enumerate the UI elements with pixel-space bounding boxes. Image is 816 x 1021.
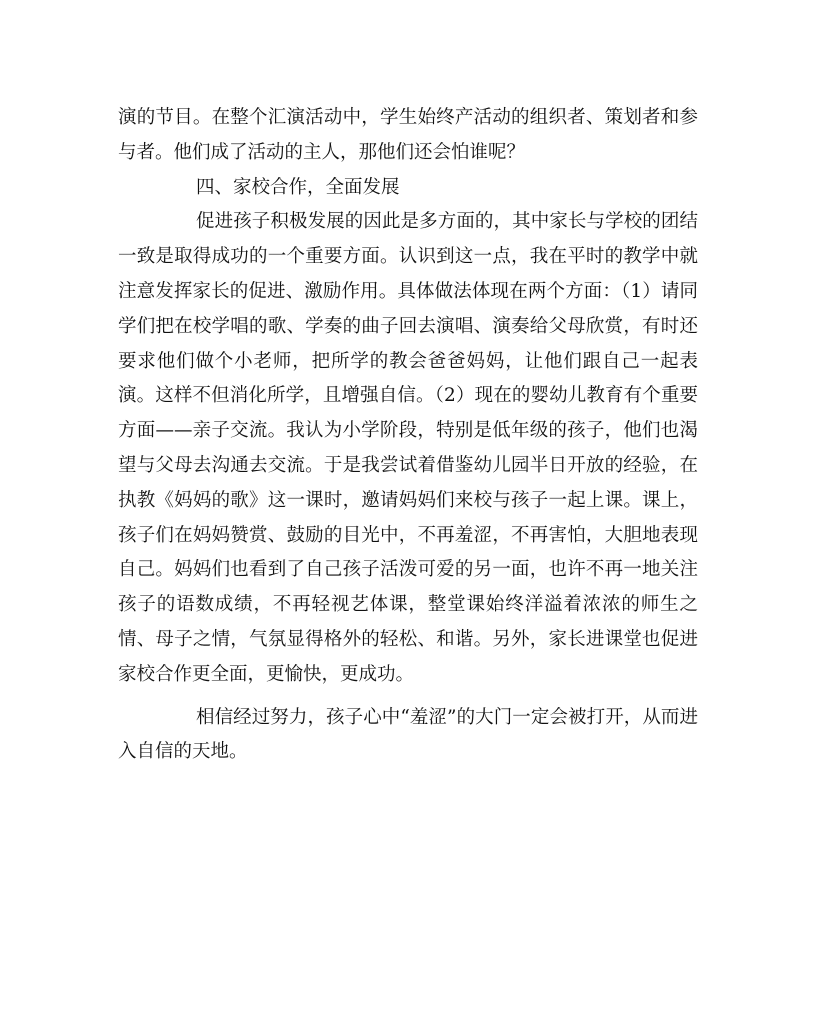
document-body	[118, 101, 698, 770]
paragraph-conclusion: 相信经过努力，孩子心中“羞涩”的大门一定会被打开，从而进入自信的天地。	[118, 706, 698, 763]
paragraph-home-school: 促进孩子积极发展的因此是多方面的，其中家长与学校的团结一致是取得成功的一个重要方面。认识到这一点，我在平时的教学中就注意发挥家长的促进、激励作用。具体做法体现在两个方面：（1）请同学们把在校学唱的歌、学奏的曲子回去演唱、演奏给父母欣赏，有时还要求他们做个小老师，把所学的教会爸爸妈妈，让他们跟自己一起表演。这样不但消化所学，且增强自信。（2）现在的婴幼儿教育有个重要方面——亲子交流。我认为小学阶段，特别是低年级的孩子，他们也渴望与父母去沟通去交流。于是我尝试着借鉴幼儿园半日开放的经验，在执教《妈妈的歌》这一课时，邀请妈妈们来校与孩子一起上课。课上，孩子们在妈妈赞赏、鼓励的目光中，不再羞涩，不再害怕，大胆地表现自己。妈妈们也看到了自己孩子活泼可爱的另一面，也许不再一地关注孩子的语数成绩，不再轻视艺体课，整堂课始终洋溢着浓浓的师生之情、母子之情，气氛显得格外的轻松、和谐。另外，家长进课堂也促进家校合作更全面，更愉快，更成功。	[118, 211, 698, 685]
paragraph-continuation: 演的节目。在整个汇演活动中，学生始终产活动的组织者、策划者和参与者。他们成了活动的主人，那他们还会怕谁呢？	[118, 107, 698, 163]
section-heading: 四、家校合作，全面发展	[196, 176, 400, 198]
